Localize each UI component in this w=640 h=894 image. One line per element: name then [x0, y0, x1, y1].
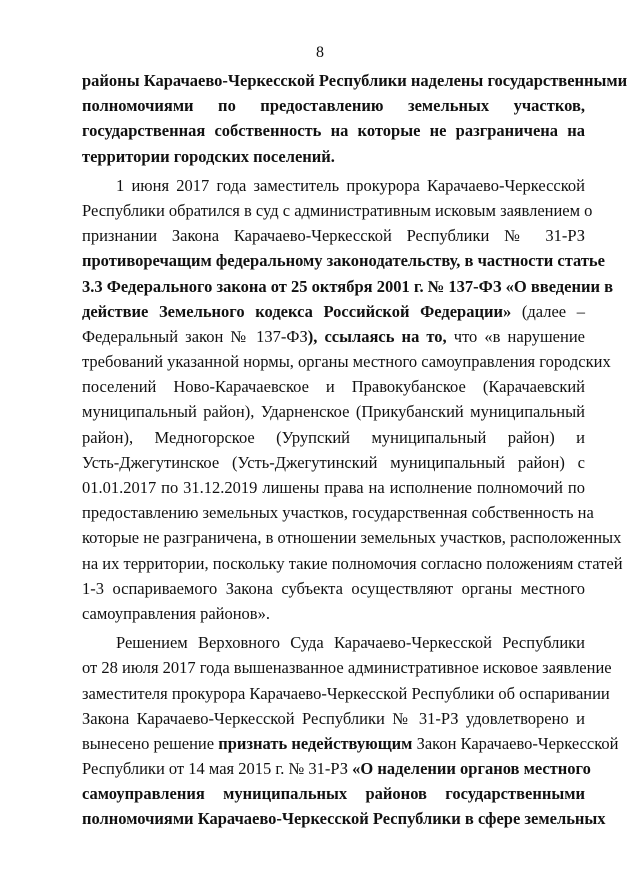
text-run: заместителя прокурора Карачаево-Черкесской Республики об оспаривании	[82, 683, 610, 703]
text-line	[82, 681, 610, 706]
paragraph	[82, 630, 619, 832]
text-line	[82, 781, 585, 806]
text-run: (далее –	[511, 301, 585, 321]
text-run: предоставлению земельных участков, государственная собственность на	[82, 503, 594, 523]
text-run: Закон Карачаево-Черкесской	[412, 733, 619, 753]
text-line	[82, 173, 585, 198]
text-line	[82, 806, 606, 831]
text-run: самоуправления районов».	[82, 603, 270, 623]
text-run: на их территории, поскольку такие полномочия согласно положениям статей	[82, 553, 623, 573]
text-run: Закона Карачаево-Черкесской Республики № 31-РЗ удовлетворено и	[82, 708, 585, 728]
text-line	[82, 756, 591, 781]
text-line	[82, 655, 612, 680]
text-line	[82, 324, 585, 349]
text-run: от 28 июля 2017 года вышеназванное административное исковое заявление	[82, 658, 612, 678]
text-run: район), Медногорское (Урупский муниципальный район) и	[82, 427, 585, 447]
text-run: Решением Верховного Суда Карачаево-Черкесской Республики	[116, 633, 585, 653]
text-run: 1-3 оспариваемого Закона субъекта осуществляют органы местного	[82, 578, 585, 598]
bold-text-run: районы Карачаево-Черкесской Республики наделены государственными	[82, 71, 628, 90]
text-run: поселений Ново-Карачаевское и Правокубанское (Карачаевский	[82, 377, 585, 397]
text-run: Усть-Джегутинское (Усть-Джегутинский муниципальный район) с	[82, 452, 585, 472]
paragraph	[82, 173, 623, 626]
text-run: муниципальный район), Ударненское (Прикубанский муниципальный	[82, 402, 585, 422]
text-line	[82, 118, 585, 143]
text-run: которые не разграничена, в отношении земельных участков, расположенных	[82, 528, 622, 548]
text-run: требований указанной нормы, органы местного самоуправления городских	[82, 352, 611, 372]
text-line	[82, 223, 585, 248]
bold-text-run: полномочиями по предоставлению земельных участков,	[82, 96, 585, 116]
text-line	[82, 93, 585, 118]
bold-text-run: территории городских поселений.	[82, 146, 335, 166]
text-run: что «в нарушение	[446, 326, 585, 346]
text-line	[82, 399, 585, 424]
text-line	[82, 630, 585, 655]
text-line	[82, 374, 585, 399]
text-line	[82, 450, 585, 475]
text-line	[82, 425, 585, 450]
text-line	[82, 576, 585, 601]
text-line	[82, 299, 585, 324]
bold-text-run: действие Земельного кодекса Российской Федерации»	[82, 301, 512, 321]
text-run: Республики обратился в суд с административным исковым заявлением о	[82, 200, 593, 220]
text-line	[82, 144, 585, 169]
text-line	[82, 706, 585, 731]
text-line	[82, 525, 622, 550]
bold-text-run: «О наделении органов местного	[352, 759, 591, 779]
text-line	[82, 248, 605, 273]
bold-text-run: признать недействующим	[218, 733, 413, 753]
text-run: признании Закона Карачаево-Черкесской Республики № 31-РЗ	[82, 226, 585, 246]
text-line	[82, 500, 594, 525]
bold-text-run: противоречащим федеральному законодательству, в частности статье	[82, 251, 605, 271]
bold-text-run: государственная собственность на которые не разграничена на	[82, 121, 585, 141]
text-line	[82, 198, 593, 223]
text-run: 01.01.2017 по 31.12.2019 лишены права на исполнение полномочий по	[82, 478, 585, 497]
bold-text-run: 3.3 Федерального закона от 25 октября 2001 г. № 137-ФЗ «О введении в	[82, 276, 614, 296]
text-line	[82, 68, 628, 93]
bold-text-run: ), ссылаясь на то,	[307, 326, 447, 346]
paragraph	[82, 68, 628, 169]
document-body	[82, 68, 628, 832]
page-number: 8	[316, 44, 324, 61]
text-line	[82, 475, 585, 500]
text-line	[82, 601, 585, 626]
text-run: Республики от 14 мая 2015 г. № 31-РЗ	[82, 759, 353, 779]
bold-text-run: самоуправления муниципальных районов государственными	[82, 784, 585, 804]
text-line	[82, 731, 619, 756]
text-line	[82, 274, 614, 299]
text-run: вынесено решение	[82, 733, 219, 753]
bold-text-run: полномочиями Карачаево-Черкесской Республики в сфере земельных	[82, 809, 606, 829]
text-line	[82, 349, 611, 374]
text-run: Федеральный закон № 137-ФЗ	[82, 326, 308, 346]
text-line	[82, 551, 623, 576]
text-run: 1 июня 2017 года заместитель прокурора Карачаево-Черкесской	[116, 175, 585, 195]
